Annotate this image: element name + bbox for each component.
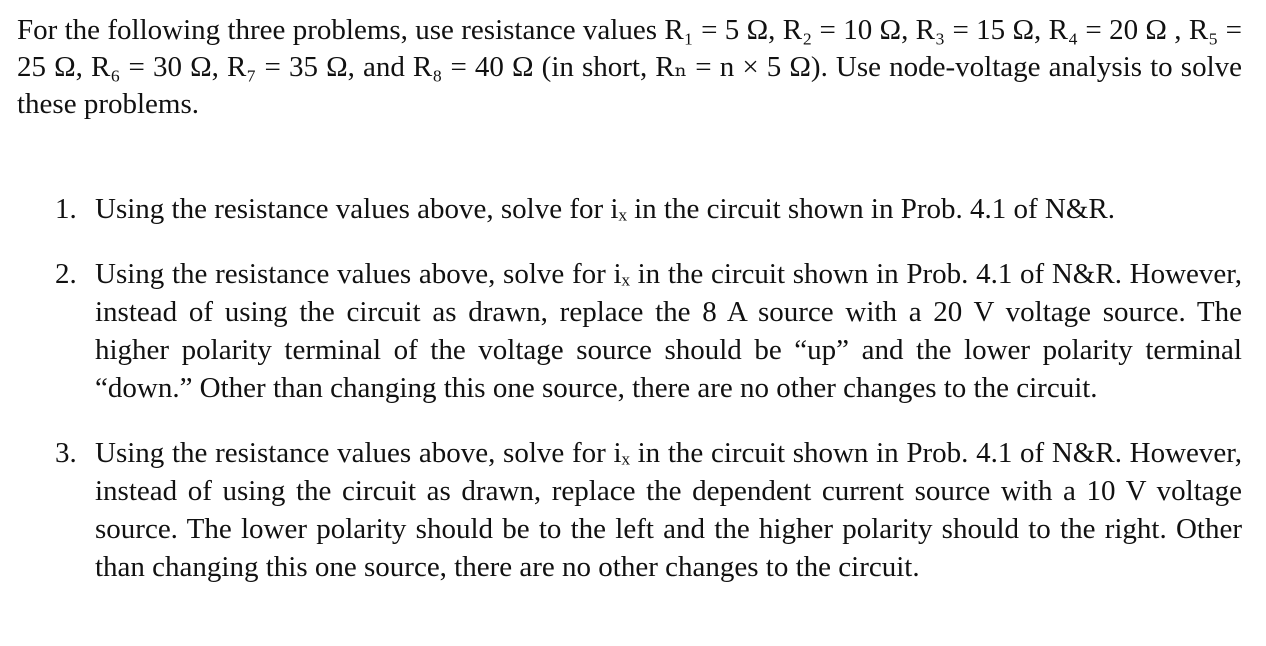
problem-item-1 [17, 190, 1242, 228]
problem-item-2 [17, 255, 1242, 407]
problem-number: 3. [55, 437, 77, 469]
problem-number: 1. [55, 193, 77, 225]
document-page [17, 12, 1242, 583]
problem-text: Using the resistance values above, solve for iₓ in the circuit shown in Prob. 4.1 of N&R. However, instead of using the circuit as drawn, replace the dependent current source with a 10 V voltage source. The lower polarity should be to the left and the higher polarity should to the right. Other than changing this one source, there are no other changes to the circuit. [95, 437, 1242, 583]
problem-text: Using the resistance values above, solve for iₓ in the circuit shown in Prob. 4.1 of N&R. [95, 193, 1115, 225]
problem-number: 2. [55, 258, 77, 290]
problem-text: Using the resistance values above, solve for iₓ in the circuit shown in Prob. 4.1 of N&R. However, instead of using the circuit as drawn, replace the 8 A source with a 20 V voltage source. The higher polarity terminal of the voltage source should be “up” and the lower polarity terminal “down.” Other than changing this one source, there are no other changes to the circuit. [95, 258, 1242, 404]
problem-item-3 [17, 434, 1242, 586]
intro-paragraph: For the following three problems, use resistance values R₁ = 5 Ω, R₂ = 10 Ω, R₃ = 15 Ω, R₄ = 20 Ω , R₅ = 25 Ω, R₆ = 30 Ω, R₇ = 35 Ω, and R₈ = 40 Ω (in short, Rₙ = n × 5 Ω). Use node-voltage analysis to solve these problems. [17, 14, 1242, 120]
problem-list [17, 190, 1242, 613]
